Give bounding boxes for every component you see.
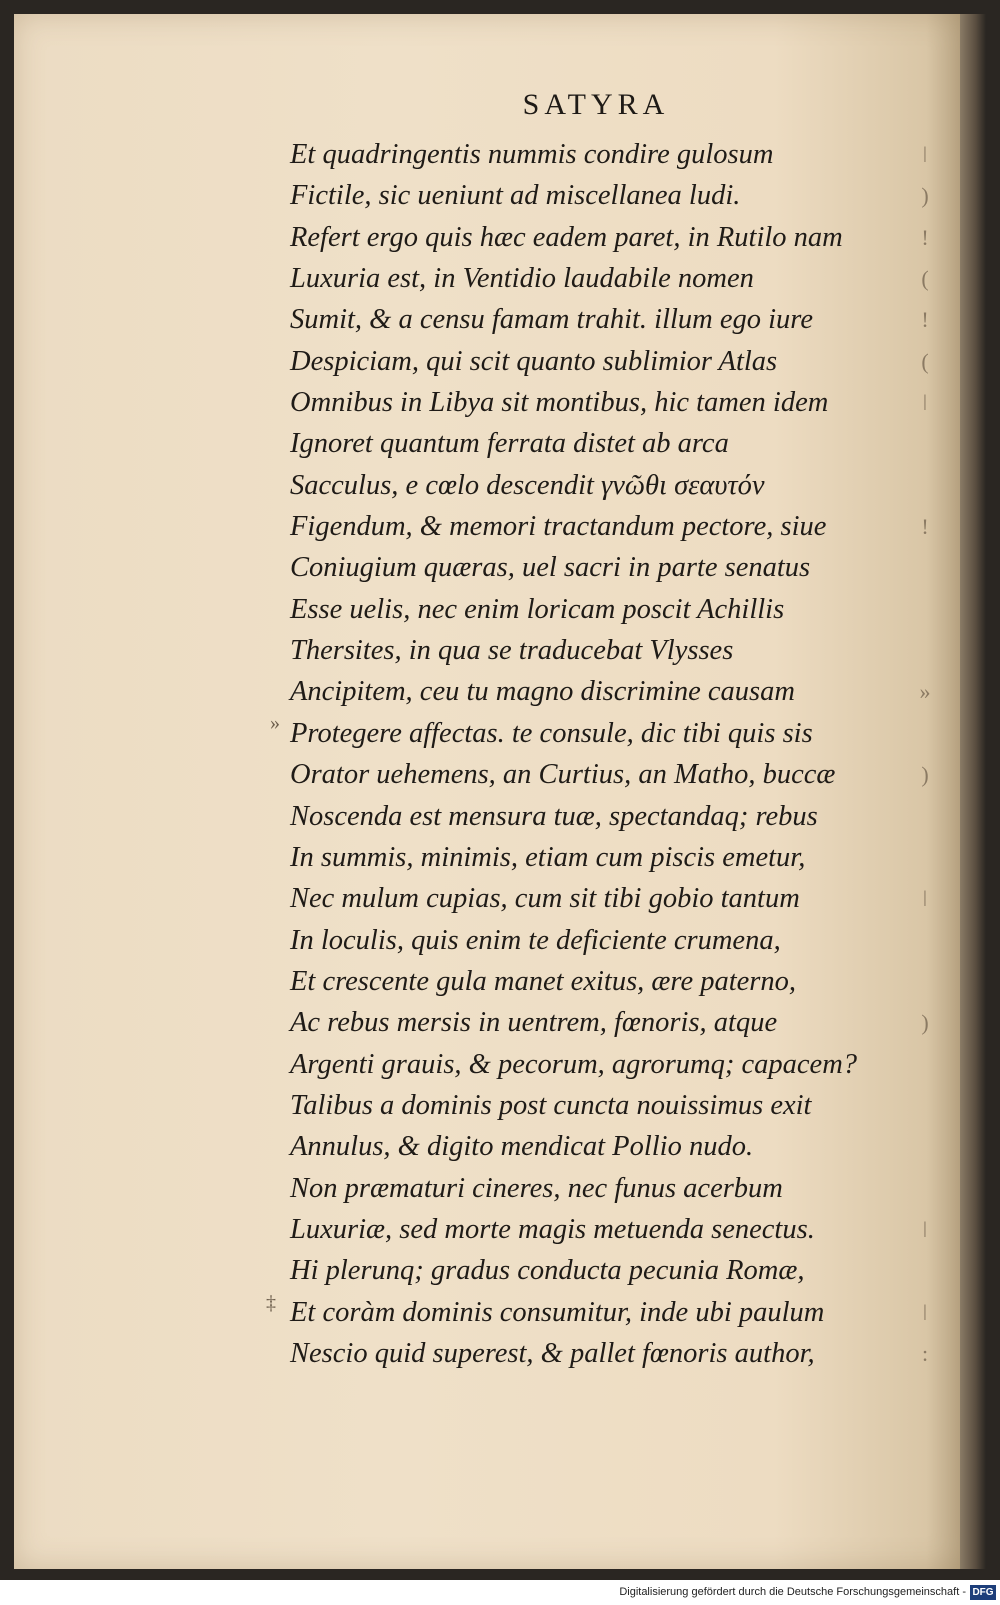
page-edge-shadow [960,14,986,1569]
verse-line: Et coràm dominis consumitur, inde ubi paulum [290,1296,825,1328]
running-head [0,88,1000,122]
margin-mark: ‡ [266,1292,276,1314]
verse-line: Esse uelis, nec enim loricam poscit Achillis [290,593,785,625]
verse-line: Fictile, sic ueniunt ad miscellanea ludi. [290,180,741,212]
verse-line: In loculis, quis enim te deficiente crumena, [290,924,781,956]
verse-line: Noscenda est mensura tuæ, spectandaq; rebus [290,800,818,832]
verse-line: Ancipitem, ceu tu magno discrimine causam [290,676,795,708]
verse-block [290,134,940,1374]
verse-line: Coniugium quæras, uel sacri in parte senatus [290,552,811,584]
verse-line: Ignoret quantum ferrata distet ab arca [290,428,729,460]
verse-line: Et crescente gula manet exitus, ære paterno, [290,965,797,997]
verse-line: Luxuria est, in Ventidio laudabile nomen [290,263,754,295]
verse-line: Ac rebus mersis in uentrem, fœnoris, atque [290,1007,778,1039]
verse-line: Nec mulum cupias, cum sit tibi gobio tantum [290,883,800,915]
verse-line: Sumit, & a censu famam trahit. illum ego iure [290,304,813,336]
verse-line: Orator uehemens, an Curtius, an Matho, buccæ [290,759,836,791]
verse-line: Omnibus in Libya sit montibus, hic tamen idem [290,387,829,419]
margin-mark: » [270,712,280,734]
verse-line: Argenti grauis, & pecorum, agrorumq; capacem? [290,1048,858,1080]
verse-line: Refert ergo quis hæc eadem paret, in Rutilo nam [290,221,843,253]
show-through-marks: ǀ ) ! ( ! ( ǀ ! » ) ǀ ) ǀ ǀ : [919,142,931,1366]
verse-line: Figendum, & memori tractandum pectore, siue [290,511,827,543]
verse-line: In summis, minimis, etiam cum piscis emetur, [290,841,806,873]
verse-line: Hi plerunq; gradus conducta pecunia Romæ, [290,1255,805,1287]
dfg-logo: DFG [970,1585,996,1600]
verse-line: Thersites, in qua se traducebat Vlysses [290,635,734,667]
verse-line: Sacculus, e cœlo descendit γνῶθι σεαυτόν [290,469,765,501]
digitization-footer [0,1582,1000,1605]
verse-line: Et quadringentis nummis condire gulosum [290,139,774,170]
verse-line: Annulus, & digito mendicat Pollio nudo. [290,1131,754,1163]
footer-credit: Digitalisierung gefördert durch die Deutsche Forschungsgemeinschaft - [619,1586,966,1598]
verse-line: Nescio quid superest, & pallet fœnoris author, [290,1337,815,1369]
running-head-text: SATYRA [522,88,670,121]
verse-line: Despiciam, qui scit quanto sublimior Atlas [290,345,778,377]
verse-line: Non præmaturi cineres, nec funus acerbum [290,1172,783,1204]
verse-line: Protegere affectas. te consule, dic tibi quis sis [290,717,813,749]
verse-line: Talibus a dominis post cuncta nouissimus exit [290,1089,812,1121]
verse-line: Luxuriæ, sed morte magis metuenda senectus. [290,1213,815,1245]
